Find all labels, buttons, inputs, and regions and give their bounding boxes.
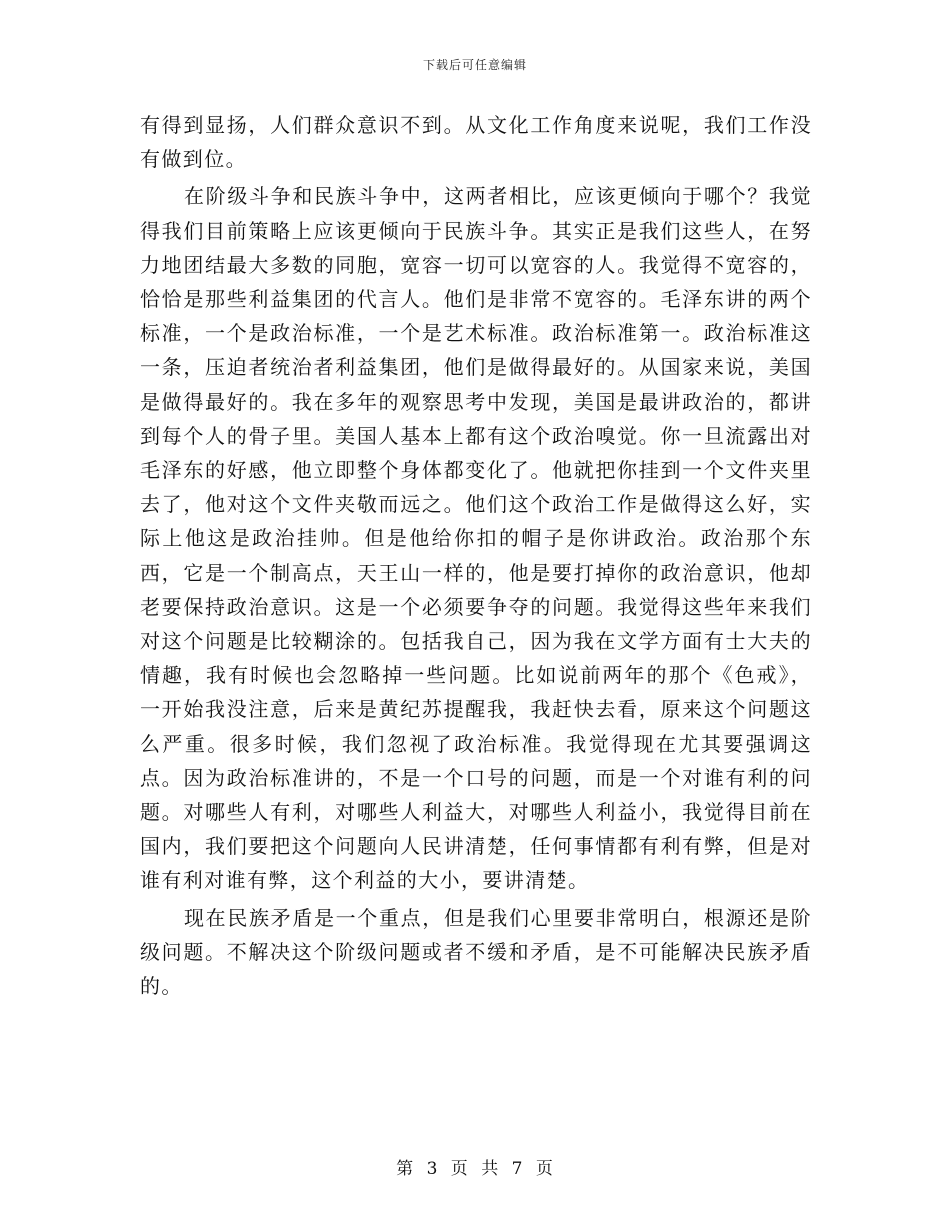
header-note: 下载后可任意编辑 [422, 58, 527, 72]
paragraph-continuation: 有得到显扬，人们群众意识不到。从文化工作角度来说呢，我们工作没有做到位。 [140, 113, 812, 172]
paragraph-class-vs-national-struggle: 在阶级斗争和民族斗争中，这两者相比，应该更倾向于哪个？我觉得我们目前策略上应该更倾向于民族斗争。其实正是我们这些人，在努力地团结最大多数的同胞，宽容一切可以宽容的人。我觉得不宽容的，恰恰是那些利益集团的代言人。他们是非常不宽容的。毛泽东讲的两个标准，一个是政治标准，一个是艺术标准。政治标准第一。政治标准这一条，压迫者统治者利益集团，他们是做得最好的。从国家来说，美国是做得最好的。我在多年的观察思考中发现，美国是最讲政治的，都讲到每个人的骨子里。美国人基本上都有这个政治嗅觉。你一旦流露出对毛泽东的好感，他立即整个身体都变化了。他就把你挂到一个文件夹里去了，他对这个文件夹敬而远之。他们这个政治工作是做得这么好，实际上他这是政治挂帅。但是他给你扣的帽子是你讲政治。政治那个东西，它是一个制高点，天王山一样的，他是要打掉你的政治意识，他却老要保持政治意识。这是一个必须要争夺的问题。我觉得这些年来我们对这个问题是比较糊涂的。包括我自己，因为我在文学方面有士大夫的情趣，我有时候也会忽略掉一些问题。比如说前两年的那个《色戒》，一开始我没注意，后来是黄纪苏提醒我，我赶快去看，原来这个问题这么严重。很多时候，我们忽视了政治标准。我觉得现在尤其要强调这点。因为政治标准讲的，不是一个口号的问题，而是一个对谁有利的问题。对哪些人有利，对哪些人利益大，对哪些人利益小，我觉得目前在国内，我们要把这个问题向人民讲清楚，任何事情都有利有弊，但是对谁有利对谁有弊，这个利益的大小，要讲清楚。 [140, 184, 812, 893]
paragraph-national-contradiction: 现在民族矛盾是一个重点，但是我们心里要非常明白，根源还是阶级问题。不解决这个阶级问题或者不缓和矛盾，是不可能解决民族矛盾的。 [140, 905, 812, 999]
document-body [140, 108, 812, 1003]
page-number: 第 3 页 共 7 页 [396, 1159, 554, 1179]
